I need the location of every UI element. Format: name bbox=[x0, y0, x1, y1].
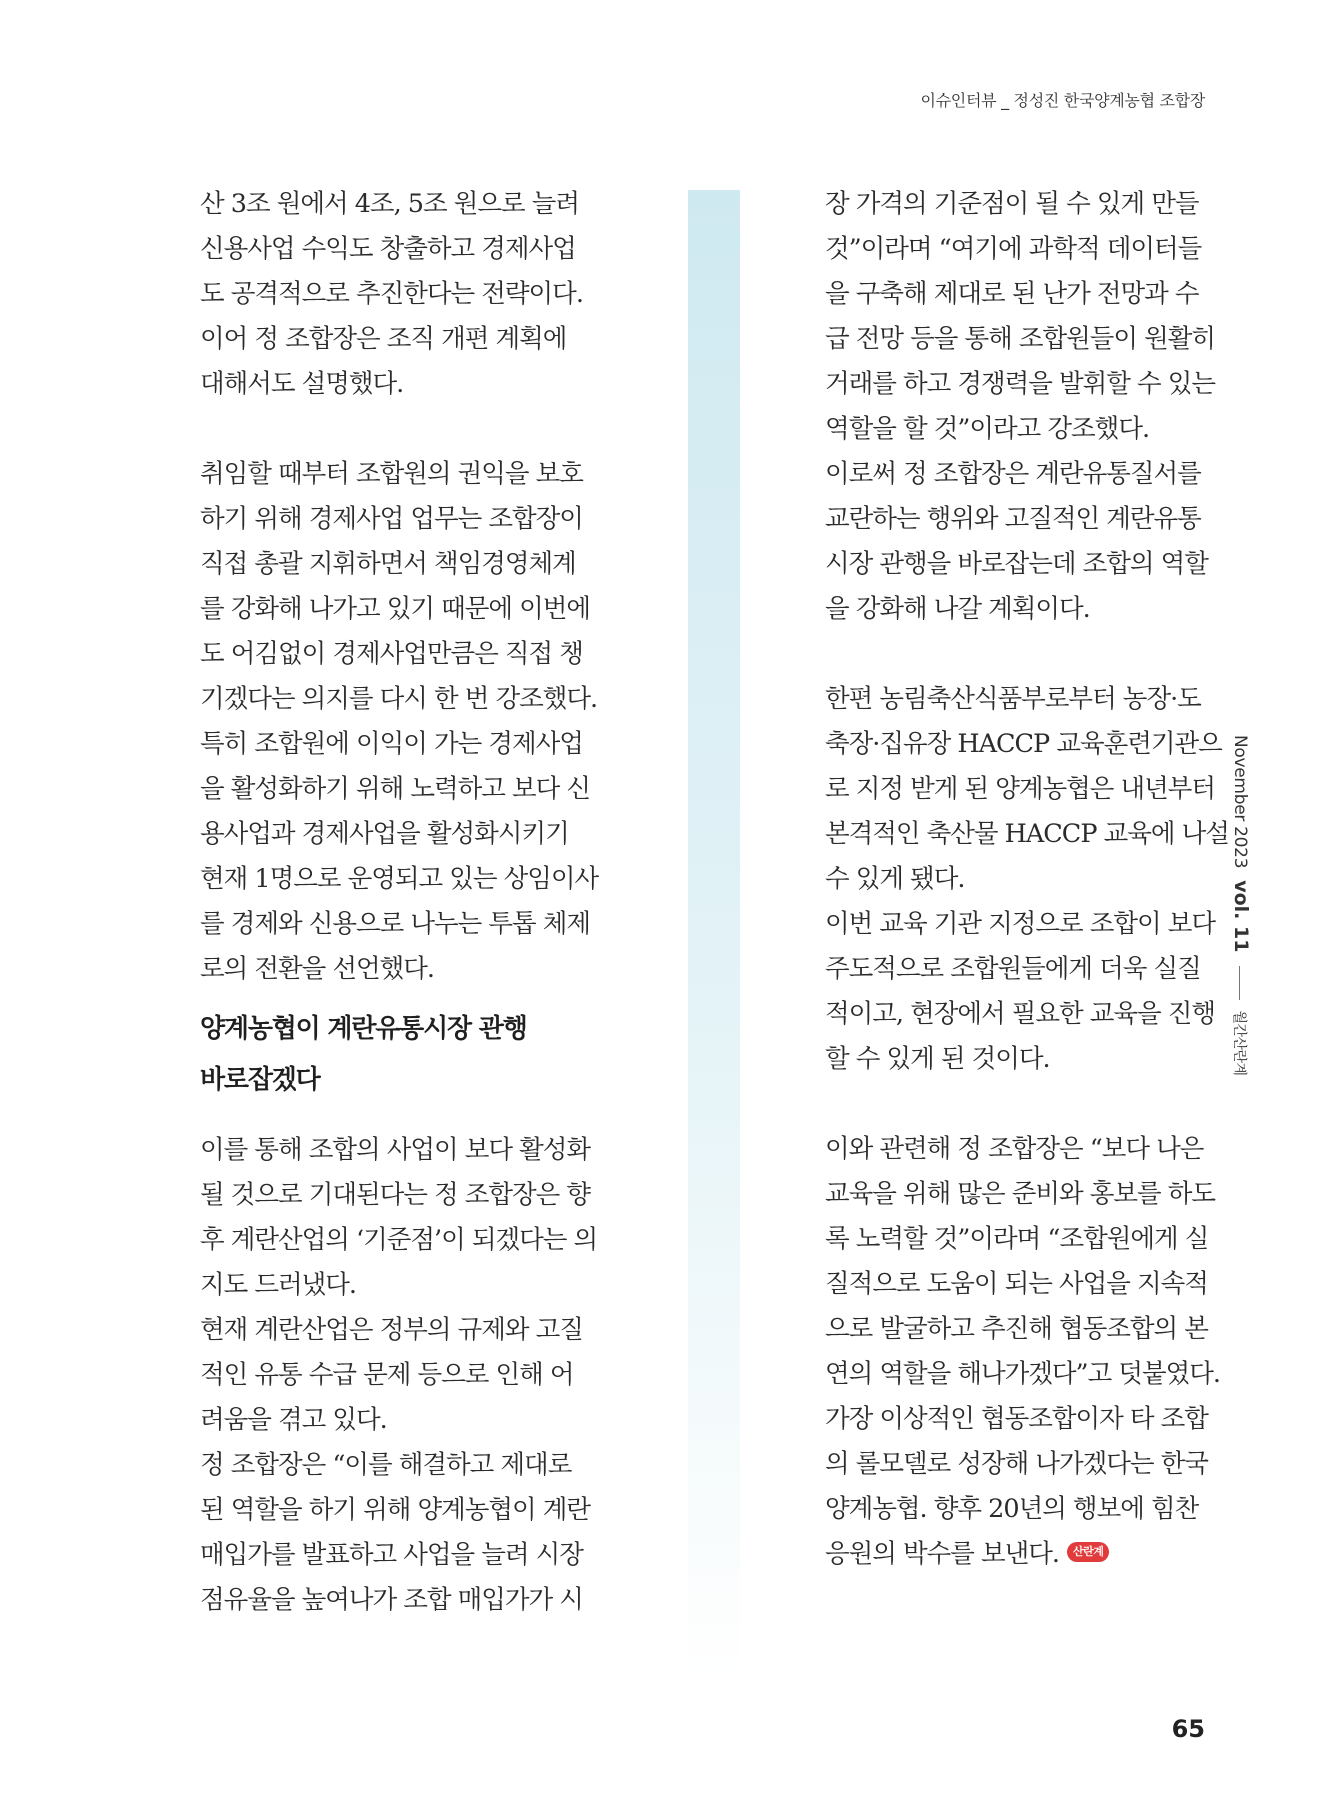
text-line: 특히 조합원에 이익이 가는 경제사업 bbox=[200, 729, 583, 759]
text-line: 후 계란산업의 ‘기준점’이 되겠다는 의 bbox=[200, 1225, 598, 1255]
text-line: 이를 통해 조합의 사업이 보다 활성화 bbox=[200, 1135, 591, 1165]
text-line: 교란하는 행위와 고질적인 계란유통 bbox=[825, 504, 1201, 534]
left-paragraph-2 bbox=[200, 452, 599, 992]
right-paragraph-2 bbox=[825, 677, 1229, 1082]
text-line: 장 가격의 기준점이 될 수 있게 만들 bbox=[825, 189, 1199, 219]
issue-month-year: November 2023 bbox=[1230, 735, 1250, 869]
text-line: 역할을 할 것”이라고 강조했다. bbox=[825, 414, 1150, 444]
right-paragraph-3 bbox=[825, 1127, 1220, 1577]
text-line: 것”이라며 “여기에 과학적 데이터들 bbox=[825, 234, 1202, 264]
running-header: 이슈인터뷰 _ 정성진 한국양계농협 조합장 bbox=[920, 91, 1205, 110]
text-line: 할 수 있게 된 것이다. bbox=[825, 1044, 1050, 1074]
heading-line: 바로잡겠다 bbox=[200, 1065, 320, 1095]
issue-volume: vol. 11 bbox=[1230, 880, 1252, 953]
text-line: 취임할 때부터 조합원의 권익을 보호 bbox=[200, 459, 583, 489]
text-line: 급 전망 등을 통해 조합원들이 원활히 bbox=[825, 324, 1216, 354]
text-line: 를 강화해 나가고 있기 때문에 이번에 bbox=[200, 594, 591, 624]
left-column bbox=[200, 182, 599, 1623]
sidebar-issue-info bbox=[1230, 735, 1252, 1076]
heading-line: 양계농협이 계란유통시장 관행 bbox=[200, 1014, 527, 1044]
text-line: 교육을 위해 많은 준비와 홍보를 하도 bbox=[825, 1179, 1216, 1209]
text-line: 지도 드러냈다. bbox=[200, 1270, 357, 1300]
text-line: 시장 관행을 바로잡는데 조합의 역할 bbox=[825, 549, 1208, 579]
text-line: 록 노력할 것”이라며 “조합원에게 실 bbox=[825, 1224, 1209, 1254]
sidebar-separator bbox=[1239, 966, 1240, 1000]
text-line: 하기 위해 경제사업 업무는 조합장이 bbox=[200, 504, 583, 534]
text-line: 매입가를 발표하고 사업을 늘려 시장 bbox=[200, 1540, 583, 1570]
text-line: 현재 계란산업은 정부의 규제와 고질 bbox=[200, 1315, 583, 1345]
text-line: 수 있게 됐다. bbox=[825, 864, 965, 894]
text-line: 을 활성화하기 위해 노력하고 보다 신 bbox=[200, 774, 591, 804]
paragraph-gap bbox=[200, 407, 580, 452]
text-line: 으로 발굴하고 추진해 협동조합의 본 bbox=[825, 1314, 1208, 1344]
text-line: 가장 이상적인 협동조합이자 타 조합 bbox=[825, 1404, 1208, 1434]
text-line: 신용사업 수익도 창출하고 경제사업 bbox=[200, 234, 576, 264]
text-line: 연의 역할을 해나가겠다”고 덧붙였다. bbox=[825, 1359, 1220, 1389]
text-line: 기겠다는 의지를 다시 한 번 강조했다. bbox=[200, 684, 598, 714]
text-line: 한편 농림축산식품부로부터 농장·도 bbox=[825, 684, 1201, 714]
right-column bbox=[825, 182, 1229, 1577]
text-line: 주도적으로 조합원들에게 더욱 실질 bbox=[825, 954, 1201, 984]
text-line: 로 지정 받게 된 양계농협은 내년부터 bbox=[825, 774, 1216, 804]
page-number: 65 bbox=[1171, 1715, 1205, 1743]
text-line: 로의 전환을 선언했다. bbox=[200, 954, 435, 984]
text-line: 양계농협. 향후 20년의 행보에 힘찬 bbox=[825, 1494, 1199, 1524]
text-line: 이번 교육 기관 지정으로 조합이 보다 bbox=[825, 909, 1216, 939]
publication-name: 월간산란계 bbox=[1231, 1010, 1247, 1076]
text-line: 의 롤모델로 성장해 나가겠다는 한국 bbox=[825, 1449, 1208, 1479]
text-line: 될 것으로 기대된다는 정 조합장은 향 bbox=[200, 1180, 591, 1210]
right-paragraph-1 bbox=[825, 182, 1216, 632]
text-line: 거래를 하고 경쟁력을 발휘할 수 있는 bbox=[825, 369, 1216, 399]
section-heading bbox=[200, 1004, 580, 1106]
text-line: 축장·집유장 HACCP 교육훈련기관으 bbox=[825, 729, 1222, 759]
text-line: 이어 정 조합장은 조직 개편 계획에 bbox=[200, 324, 567, 354]
text-line-end: 응원의 박수를 보낸다. bbox=[825, 1539, 1060, 1569]
end-badge: 산란계 bbox=[1067, 1542, 1109, 1562]
text-line: 을 강화해 나갈 계획이다. bbox=[825, 594, 1090, 624]
text-line: 를 경제와 신용으로 나누는 투톱 체제 bbox=[200, 909, 591, 939]
text-line: 본격적인 축산물 HACCP 교육에 나설 bbox=[825, 819, 1229, 849]
text-line: 적이고, 현장에서 필요한 교육을 진행 bbox=[825, 999, 1216, 1029]
text-line: 직접 총괄 지휘하면서 책임경영체계 bbox=[200, 549, 576, 579]
text-line: 정 조합장은 “이를 해결하고 제대로 bbox=[200, 1450, 572, 1480]
paragraph-gap bbox=[825, 1082, 1205, 1127]
column-divider-band bbox=[688, 190, 740, 1680]
text-line: 이로써 정 조합장은 계란유통질서를 bbox=[825, 459, 1201, 489]
text-line: 용사업과 경제사업을 활성화시키기 bbox=[200, 819, 569, 849]
left-paragraph-3 bbox=[200, 1128, 598, 1623]
paragraph-gap bbox=[825, 632, 1205, 677]
text-line: 산 3조 원에서 4조, 5조 원으로 늘려 bbox=[200, 189, 580, 219]
text-line: 이와 관련해 정 조합장은 “보다 나은 bbox=[825, 1134, 1204, 1164]
text-line: 질적으로 도움이 되는 사업을 지속적 bbox=[825, 1269, 1208, 1299]
text-line: 도 어김없이 경제사업만큼은 직접 챙 bbox=[200, 639, 583, 669]
text-line: 도 공격적으로 추진한다는 전략이다. bbox=[200, 279, 583, 309]
text-line: 된 역할을 하기 위해 양계농협이 계란 bbox=[200, 1495, 591, 1525]
text-line: 적인 유통 수급 문제 등으로 인해 어 bbox=[200, 1360, 574, 1390]
left-paragraph-1 bbox=[200, 182, 583, 407]
text-line: 대해서도 설명했다. bbox=[200, 369, 404, 399]
text-line: 점유율을 높여나가 조합 매입가가 시 bbox=[200, 1585, 583, 1615]
text-line: 려움을 겪고 있다. bbox=[200, 1405, 387, 1435]
text-line-last bbox=[825, 1532, 1205, 1577]
text-line: 현재 1명으로 운영되고 있는 상임이사 bbox=[200, 864, 599, 894]
text-line: 을 구축해 제대로 된 난가 전망과 수 bbox=[825, 279, 1199, 309]
